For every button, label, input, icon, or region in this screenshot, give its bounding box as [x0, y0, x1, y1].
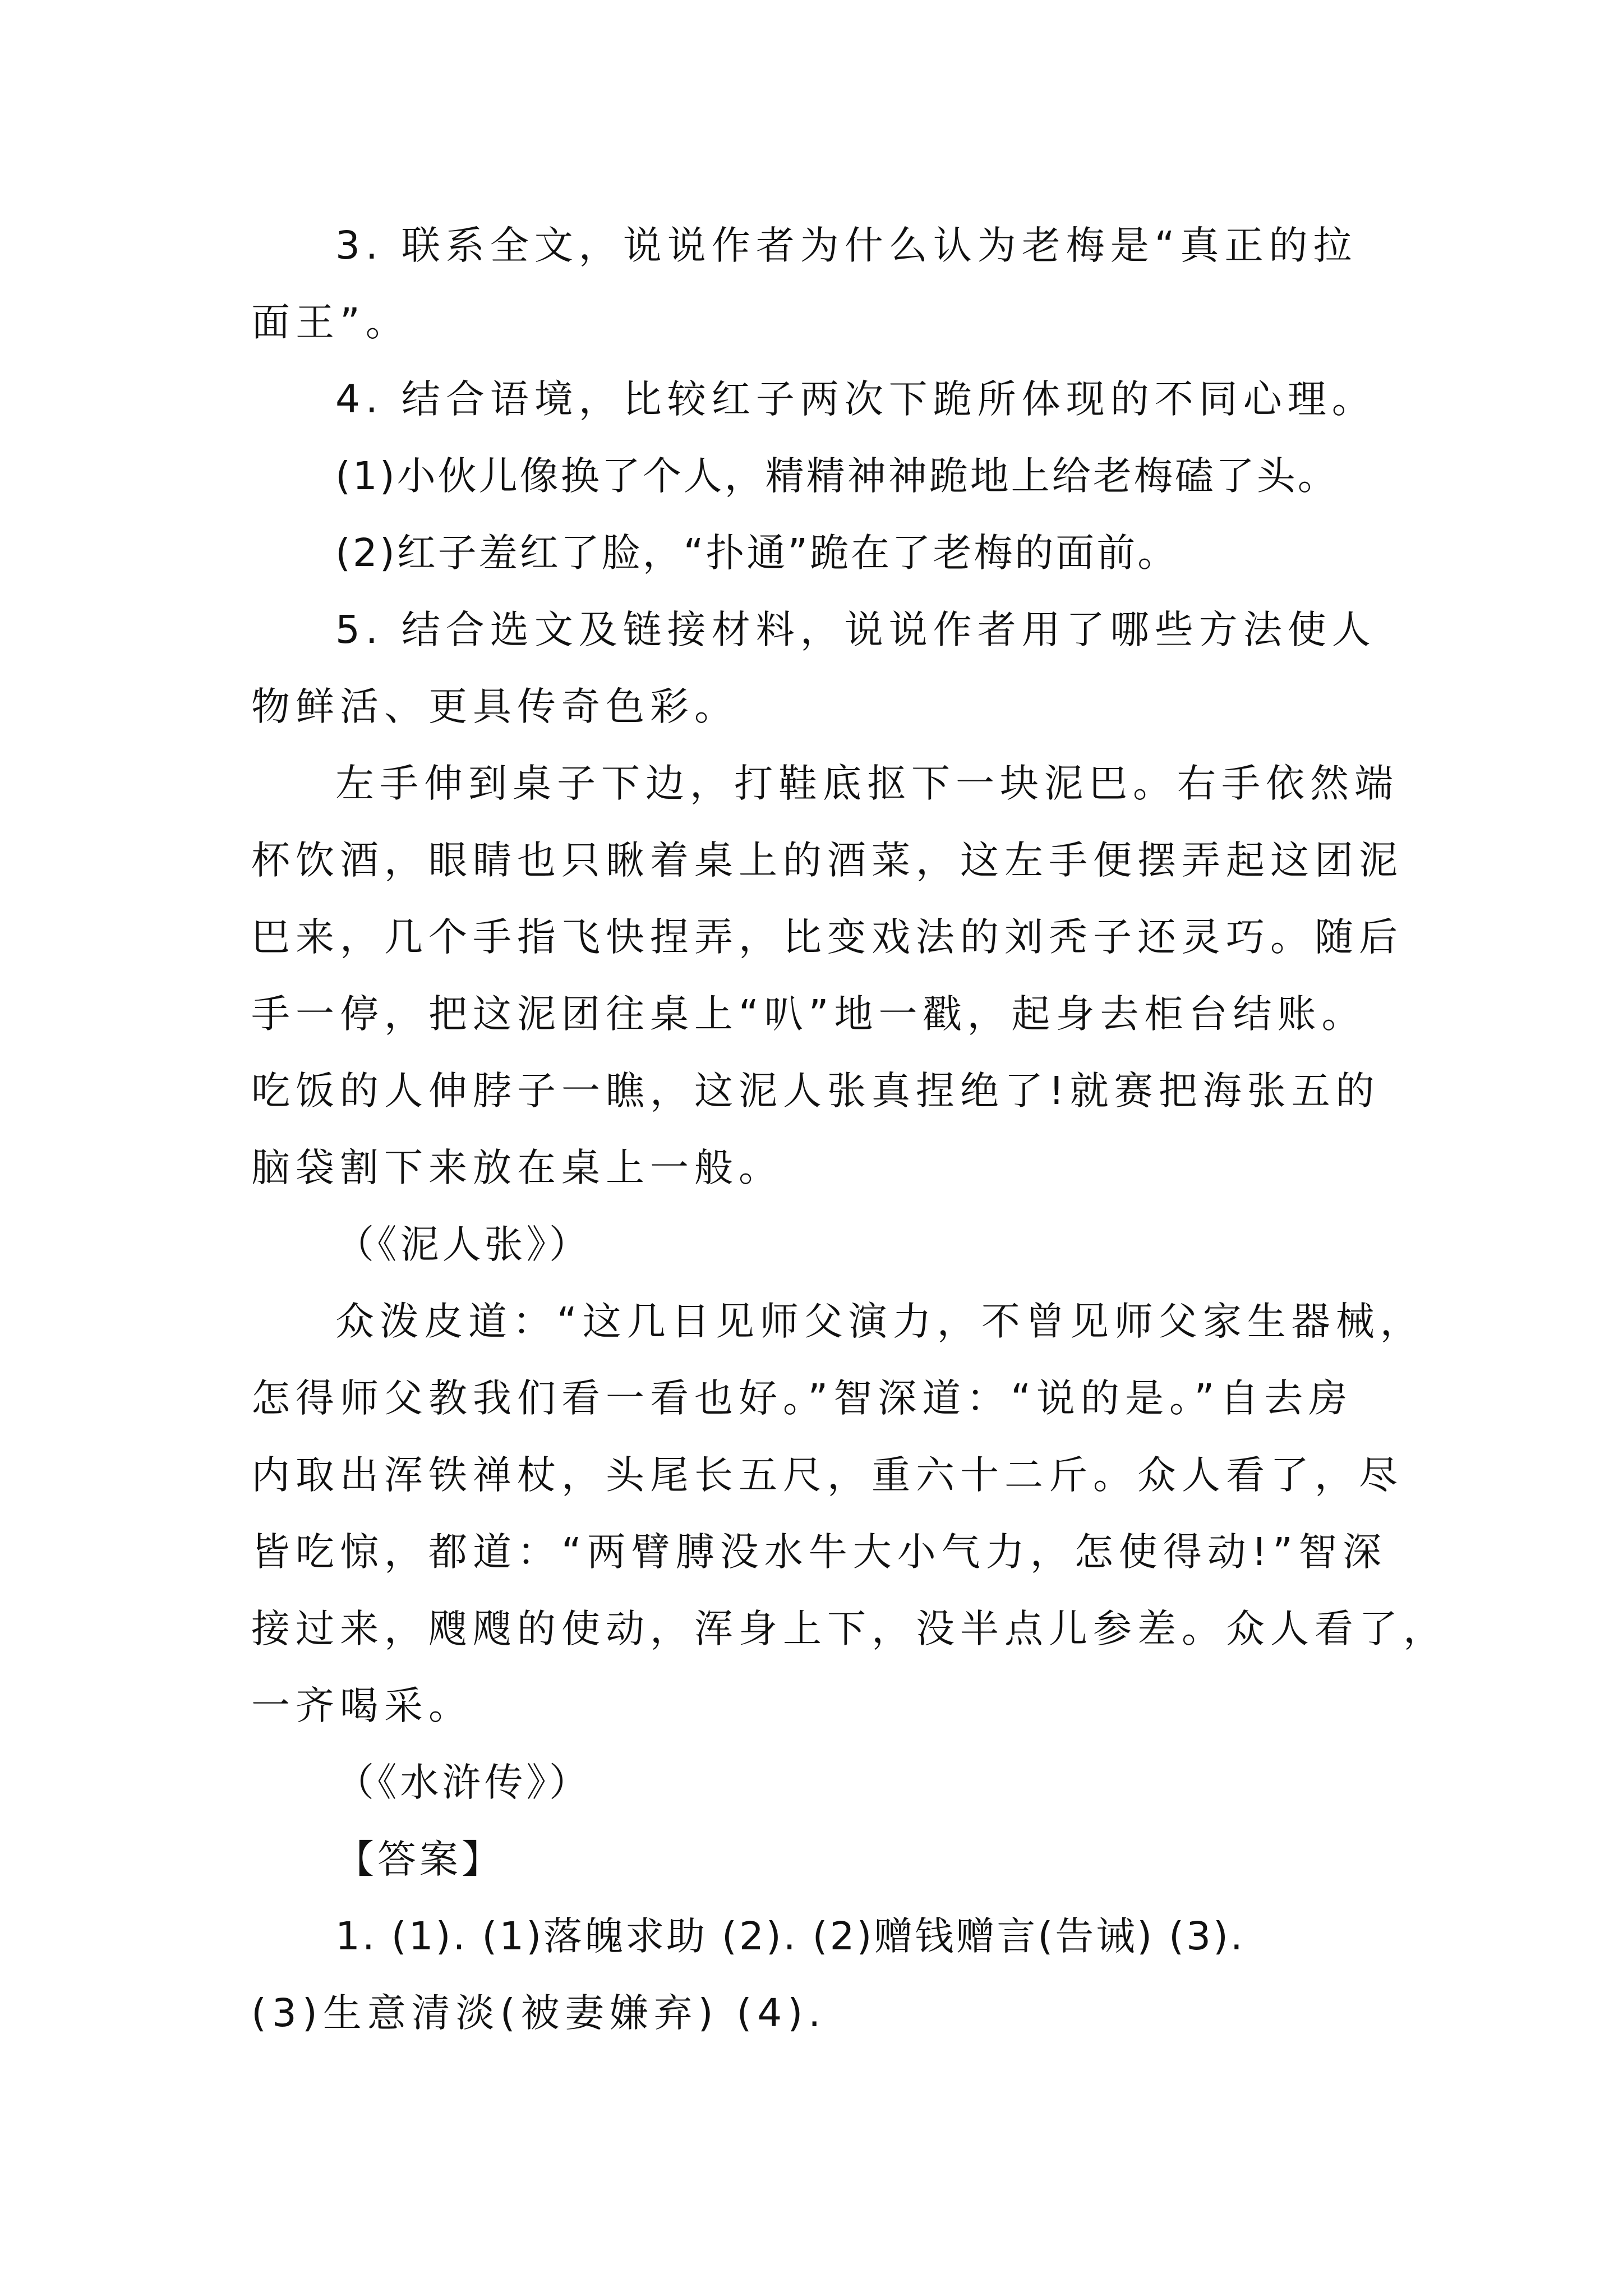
passage-2-line-2: 怎得师父教我们看一看也好。”智深道：“说的是。”自去房 [251, 1376, 1353, 1421]
passage-1-line-1: 左手伸到桌子下边，打鞋底抠下一块泥巴。右手依然端 [335, 761, 1399, 806]
question-4: 4. 结合语境，比较红子两次下跪所体现的不同心理。 [335, 377, 1376, 422]
passage-1-line-6: 脑袋割下来放在桌上一般。 [251, 1145, 783, 1190]
document-body [251, 208, 1447, 2052]
question-4-item-2: (2)红子羞红了脸，“扑通”跪在了老梅的面前。 [335, 531, 1179, 576]
passage-1-line-2: 杯饮酒，眼睛也只瞅着桌上的酒菜，这左手便摆弄起这团泥 [251, 838, 1403, 883]
passage-2-line-6: 一齐喝采。 [251, 1683, 473, 1728]
passage-2-line-5: 接过来，飕飕的使动，浑身上下，没半点儿参差。众人看了， [251, 1607, 1447, 1651]
passage-1-source: （《泥人张》） [335, 1222, 591, 1267]
answer-heading: 【答案】 [335, 1837, 504, 1882]
passage-2-line-1: 众泼皮道：“这几日见师父演力，不曾见师父家生器械， [335, 1299, 1424, 1344]
question-4-item-1: (1)小伙儿像换了个人，精精神神跪地上给老梅磕了头。 [335, 454, 1339, 499]
question-5-line-1: 5. 结合选文及链接材料，说说作者用了哪些方法使人 [335, 608, 1376, 652]
passage-2-source: （《水浒传》） [335, 1760, 591, 1805]
question-5-line-2: 物鲜活、更具传奇色彩。 [251, 684, 739, 729]
question-3-line-2: 面王”。 [251, 300, 410, 345]
passage-2-line-4: 皆吃惊，都道：“两臂膊没水牛大小气力，怎使得动!”智深 [251, 1530, 1387, 1575]
answer-1-line-2: (3)生意清淡(被妻嫌弃) (4). [251, 1991, 827, 2036]
passage-1-line-3: 巴来，几个手指飞快捏弄，比变戏法的刘秃子还灵巧。随后 [251, 915, 1403, 960]
passage-1-line-5: 吃饭的人伸脖子一瞧，这泥人张真捏绝了!就赛把海张五的 [251, 1069, 1380, 1114]
question-3-line-1: 3. 联系全文，说说作者为什么认为老梅是“真正的拉 [335, 223, 1358, 268]
answer-1-line-1: 1. (1). (1)落魄求助 (2). (2)赠钱赠言(告诫) (3). [335, 1914, 1245, 1959]
passage-2-line-3: 内取出浑铁禅杖，头尾长五尺，重六十二斤。众人看了，尽 [251, 1453, 1403, 1498]
passage-1-line-4: 手一停，把这泥团往桌上“叭”地一戳，起身去柜台结账。 [251, 992, 1366, 1037]
